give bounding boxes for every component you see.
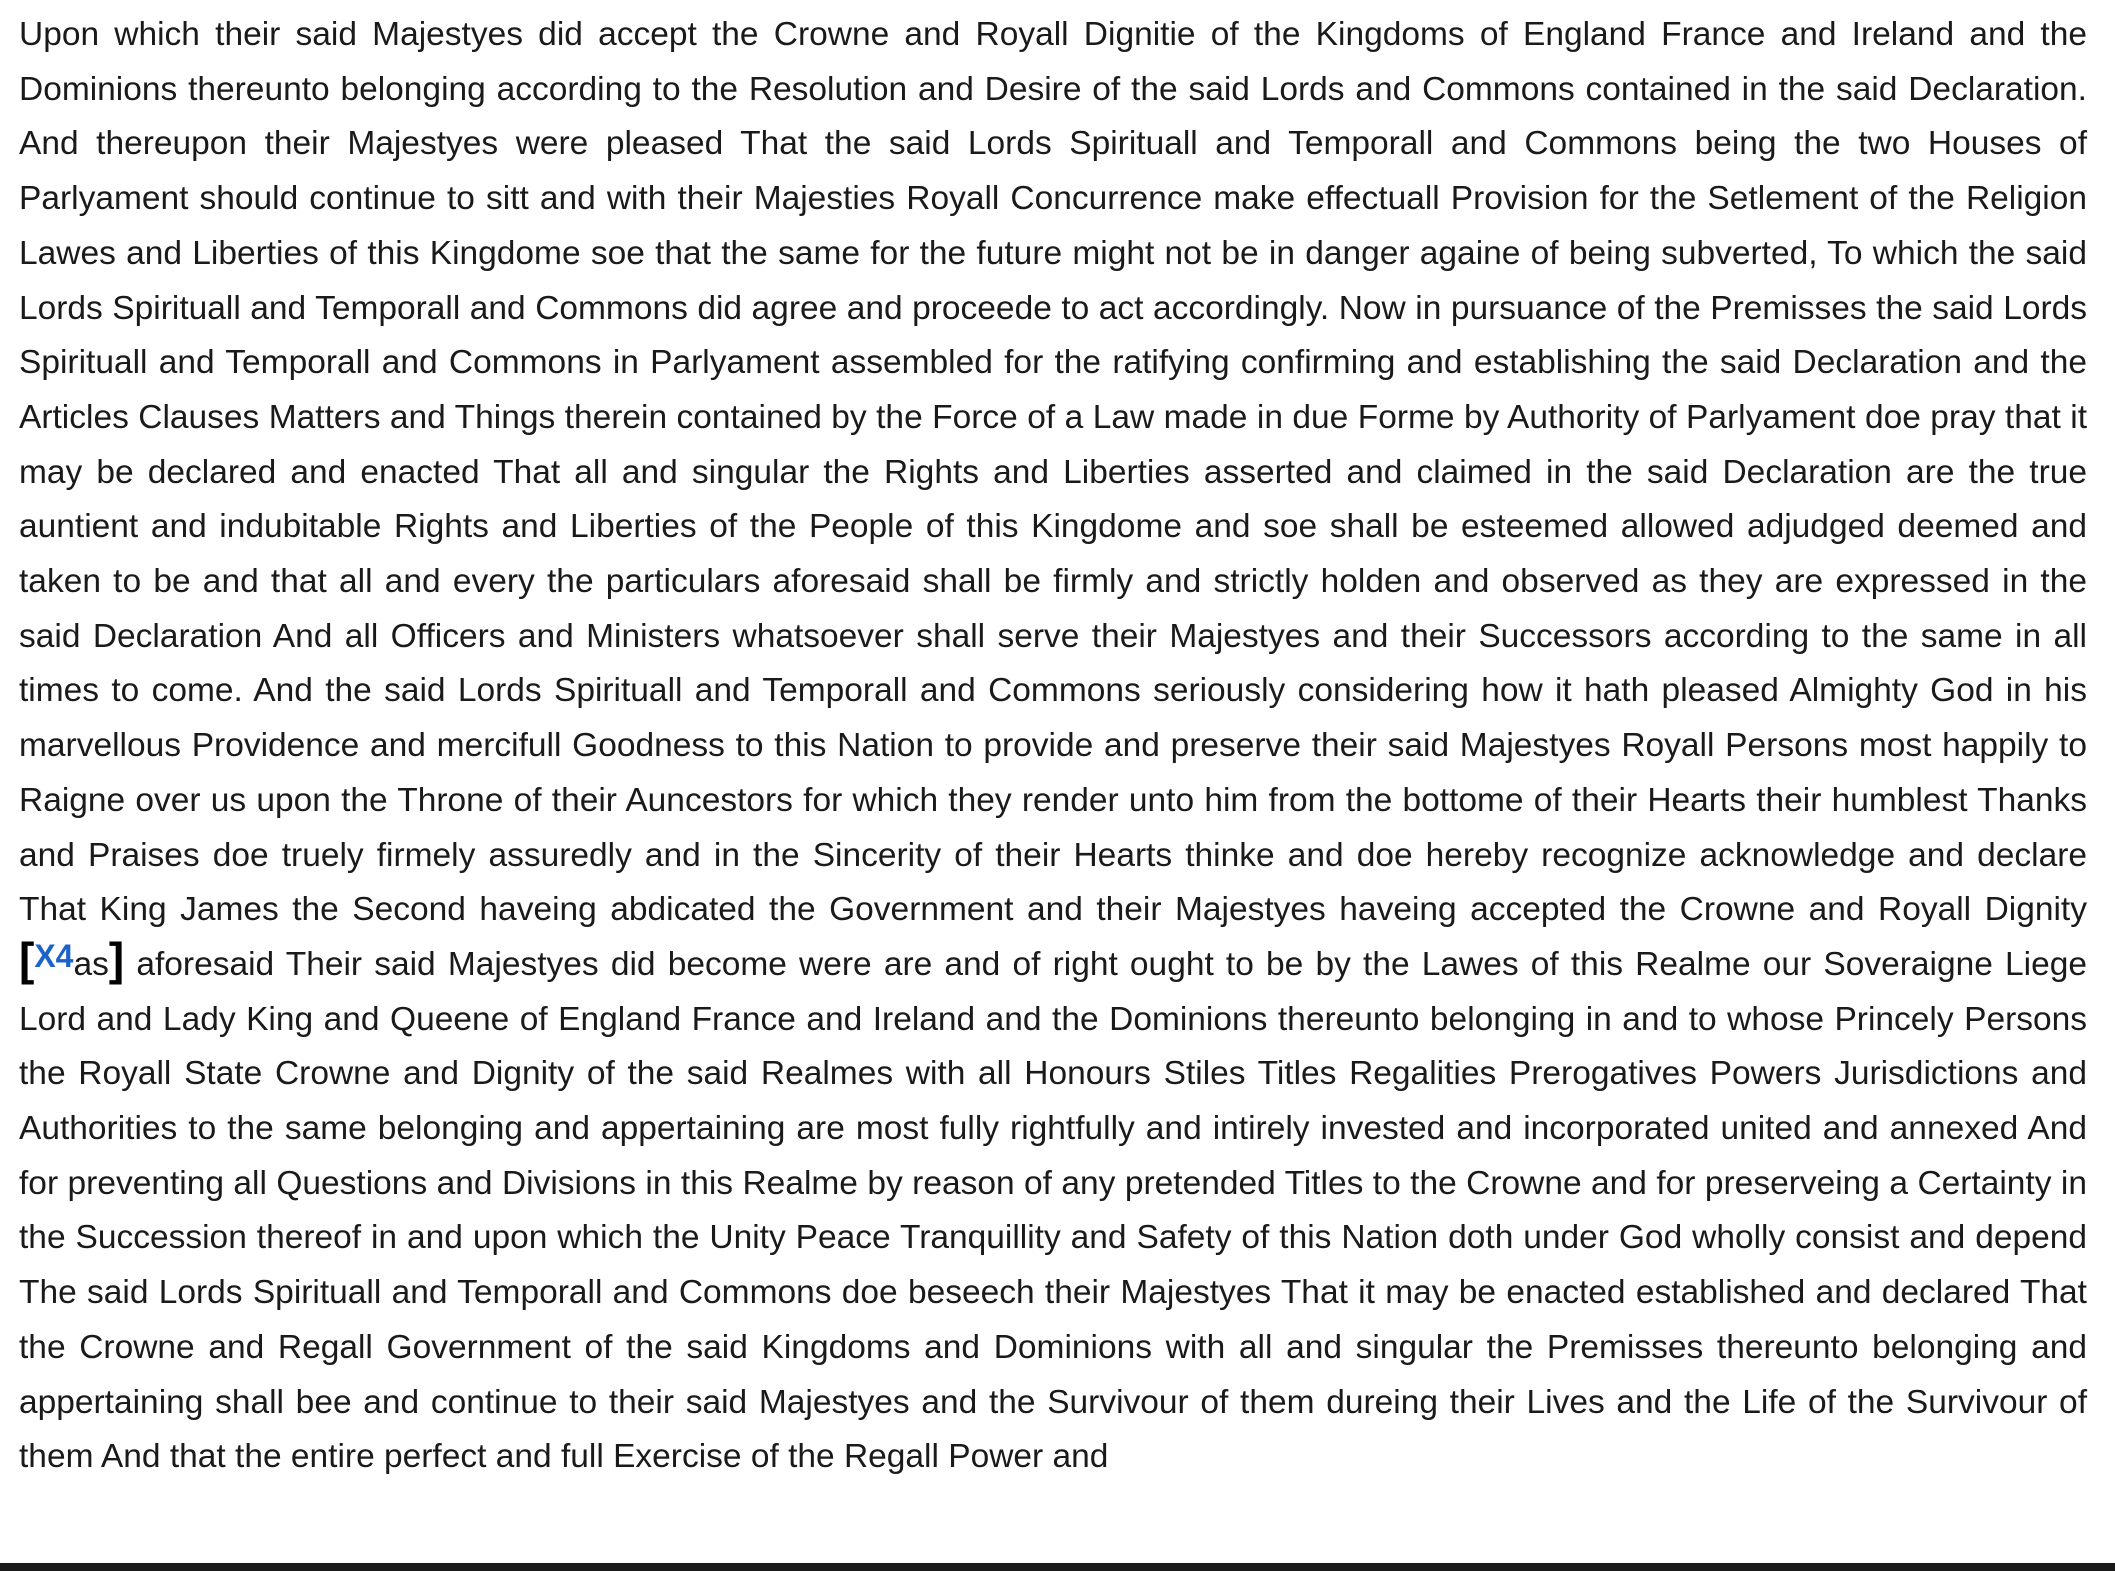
annotation-link-x4[interactable]: X4 bbox=[34, 937, 74, 974]
paragraph-text-after: aforesaid Their said Majestyes did become were are and of right ought to be by the Lawes of this Realme our Soveraigne Liege Lord and Lady King and Queene of England France and Ireland and the Dominions thereunto belonging in and to whose Princely Persons the Royall State Crowne and Dignity of the said Realmes with all Honours Stiles Titles Regalities Prerogatives Powers Jurisdictions and Authorities to the same belonging and appertaining are most fully rightfully and intirely invested and incorporated united and annexed And for preventing all Questions and Divisions in this Realme by reason of any pretended Titles to the Crowne and for preserveing a Certainty in the Succession thereof in and upon which the Unity Peace Tranquillity and Safety of this Nation doth under God wholly consist and depend The said Lords Spirituall and Temporall and Commons doe beseech their Majestyes That it may be enacted established and declared That the Crowne and Regall Government of the said Kingdoms and Dominions with all and singular the Premisses thereunto belonging and appertaining shall bee and continue to their said Majestyes and the Survivour of them dureing their Lives and the Life of the Survivour of them And that the entire perfect and full Exercise of the Regall Power and bbox=[19, 945, 2087, 1476]
amendment-open-bracket: [ bbox=[19, 932, 35, 985]
paragraph bbox=[19, 8, 2087, 1485]
amendment-close-bracket: ] bbox=[108, 932, 125, 985]
amendment-inserted-text: as bbox=[73, 945, 109, 983]
horizontal-scrollbar[interactable] bbox=[0, 1563, 2115, 1571]
document-body bbox=[19, 8, 2087, 1485]
paragraph-text-before: Upon which their said Majestyes did accept the Crowne and Royall Dignitie of the Kingdoms of England France and Ireland and the Dominions thereunto belonging according to the Resolution and Desire of the said Lords and Commons contained in the said Declaration. And thereupon their Majestyes were pleased That the said Lords Spirituall and Temporall and Commons being the two Houses of Parlyament should continue to sitt and with their Majesties Royall Concurrence make effectuall Provision for the Setlement of the Religion Lawes and Liberties of this Kingdome soe that the same for the future might not be in danger againe of being subverted, To which the said Lords Spirituall and Temporall and Commons did agree and proceede to act accordingly. Now in pursuance of the Premisses the said Lords Spirituall and Temporall and Commons in Parlyament assembled for the ratifying confirming and establishing the said Declaration and the Articles Clauses Matters and Things therein contained by the Force of a Law made in due Forme by Authority of Parlyament doe pray that it may be declared and enacted That all and singular the Rights and Liberties asserted and claimed in the said Declaration are the true auntient and indubitable Rights and Liberties of the People of this Kingdome and soe shall be esteemed allowed adjudged deemed and taken to be and that all and every the particulars aforesaid shall be firmly and strictly holden and observed as they are expressed in the said Declaration And all Officers and Ministers whatsoever shall serve their Majestyes and their Successors according to the same in all times to come. And the said Lords Spirituall and Temporall and Commons seriously considering how it hath pleased Almighty God in his marvellous Providence and mercifull Goodness to this Nation to provide and preserve their said Majestyes Royall Persons most happily to Raigne over us upon the Throne of their Auncestors for which they render unto him from the bottome of their Hearts their humblest Thanks and Praises doe truely firmely assuredly and in the Sincerity of their Hearts thinke and doe hereby recognize acknowledge and declare That King James the Second haveing abdicated the Government and their Majestyes haveing accepted the Crowne and Royall Dignity bbox=[19, 16, 2087, 929]
amendment-insertion bbox=[19, 932, 125, 985]
